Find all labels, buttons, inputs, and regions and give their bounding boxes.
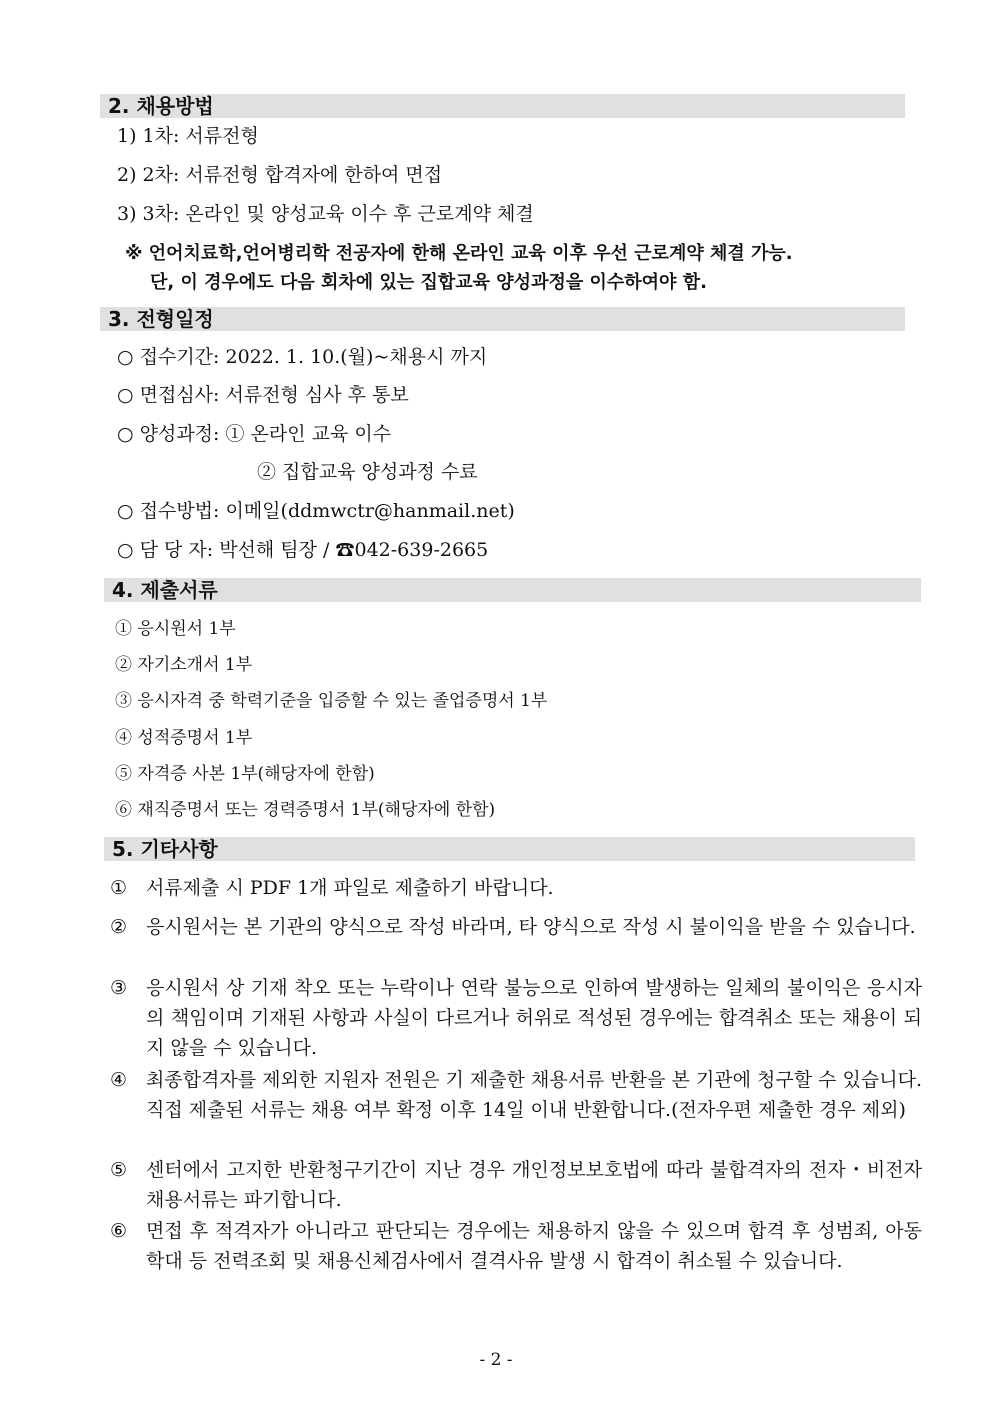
document-item-4: ④ 성적증명서 1부 [115, 728, 253, 748]
etc-item-6-number: ⑥ [110, 1220, 128, 1242]
method-note-line2: 단, 이 경우에도 다음 회차에 있는 집합교육 양성과정을 이수하여야 함. [150, 272, 707, 293]
schedule-item-1: ○ 접수기간: 2022. 1. 10.(월)~채용시 까지 [117, 346, 488, 368]
method-note-line1: ※ 언어치료학,언어병리학 전공자에 한해 온라인 교육 이후 우선 근로계약 체결 가능. [125, 243, 793, 264]
document-item-1: ① 응시원서 1부 [115, 619, 236, 639]
page-number: - 2 - [479, 1350, 513, 1370]
schedule-item-3: ○ 양성과정: ① 온라인 교육 이수 [117, 423, 392, 445]
method-item-3: 3) 3차: 온라인 및 양성교육 이수 후 근로계약 체결 [117, 203, 534, 225]
etc-item-1-text: 서류제출 시 PDF 1개 파일로 제출하기 바랍니다. [146, 877, 554, 899]
etc-item-3-number: ③ [110, 977, 128, 999]
section-title-etc: 5. 기타사항 [104, 837, 915, 861]
section-title-method: 2. 채용방법 [100, 94, 905, 118]
method-item-1: 1) 1차: 서류전형 [117, 125, 259, 147]
etc-item-3-text: 응시원서 상 기재 착오 또는 누락이나 연락 불능으로 인하여 발생하는 일체의 불이익은 응시자의 책임이며 기재된 사항과 사실이 다르거나 허위로 적성된 경우에는 합격취소 또는 채용이 되지 않을 수 있습니다. [146, 977, 922, 1059]
etc-item-1-number: ① [110, 877, 128, 899]
schedule-item-5: ○ 담 당 자: 박선해 팀장 / ☎042-639-2665 [117, 539, 489, 561]
document-item-3: ③ 응시자격 중 학력기준을 입증할 수 있는 졸업증명서 1부 [115, 691, 548, 711]
etc-item-2-text: 응시원서는 본 기관의 양식으로 작성 바라며, 타 양식으로 작성 시 불이익을 받을 수 있습니다. [146, 916, 916, 938]
document-item-6: ⑥ 재직증명서 또는 경력증명서 1부(해당자에 한함) [115, 800, 496, 820]
etc-item-5 [110, 1155, 922, 1215]
etc-item-2-number: ② [110, 916, 128, 938]
etc-item-1 [110, 873, 922, 903]
etc-item-2 [110, 912, 922, 942]
etc-item-5-text: 센터에서 고지한 반환청구기간이 지난 경우 개인정보보호법에 따라 불합격자의 전자・비전자 채용서류는 파기합니다. [146, 1159, 922, 1211]
method-item-2: 2) 2차: 서류전형 합격자에 한하여 면접 [117, 164, 443, 186]
schedule-item-3b: ② 집합교육 양성과정 수료 [257, 461, 478, 483]
etc-item-6 [110, 1216, 922, 1276]
schedule-item-4: ○ 접수방법: 이메일(ddmwctr@hanmail.net) [117, 500, 515, 522]
document-item-2: ② 자기소개서 1부 [115, 655, 253, 675]
etc-item-4-text: 최종합격자를 제외한 지원자 전원은 기 제출한 채용서류 반환을 본 기관에 청구할 수 있습니다. 직접 제출된 서류는 채용 여부 확정 이후 14일 이내 반환합니다.(전자우편 제출한 경우 제외) [146, 1069, 922, 1121]
etc-item-6-text: 면접 후 적격자가 아니라고 판단되는 경우에는 채용하지 않을 수 있으며 합격 후 성범죄, 아동학대 등 전력조회 및 채용신체검사에서 결격사유 발생 시 합격이 취소될 수 있습니다. [146, 1220, 922, 1272]
etc-item-3 [110, 973, 922, 1063]
schedule-item-2: ○ 면접심사: 서류전형 심사 후 통보 [117, 384, 409, 406]
etc-item-5-number: ⑤ [110, 1159, 128, 1181]
section-title-documents: 4. 제출서류 [104, 578, 921, 602]
etc-item-4-number: ④ [110, 1069, 128, 1091]
document-item-5: ⑤ 자격증 사본 1부(해당자에 한함) [115, 764, 375, 784]
etc-item-4 [110, 1065, 922, 1125]
section-title-schedule: 3. 전형일정 [100, 307, 905, 331]
